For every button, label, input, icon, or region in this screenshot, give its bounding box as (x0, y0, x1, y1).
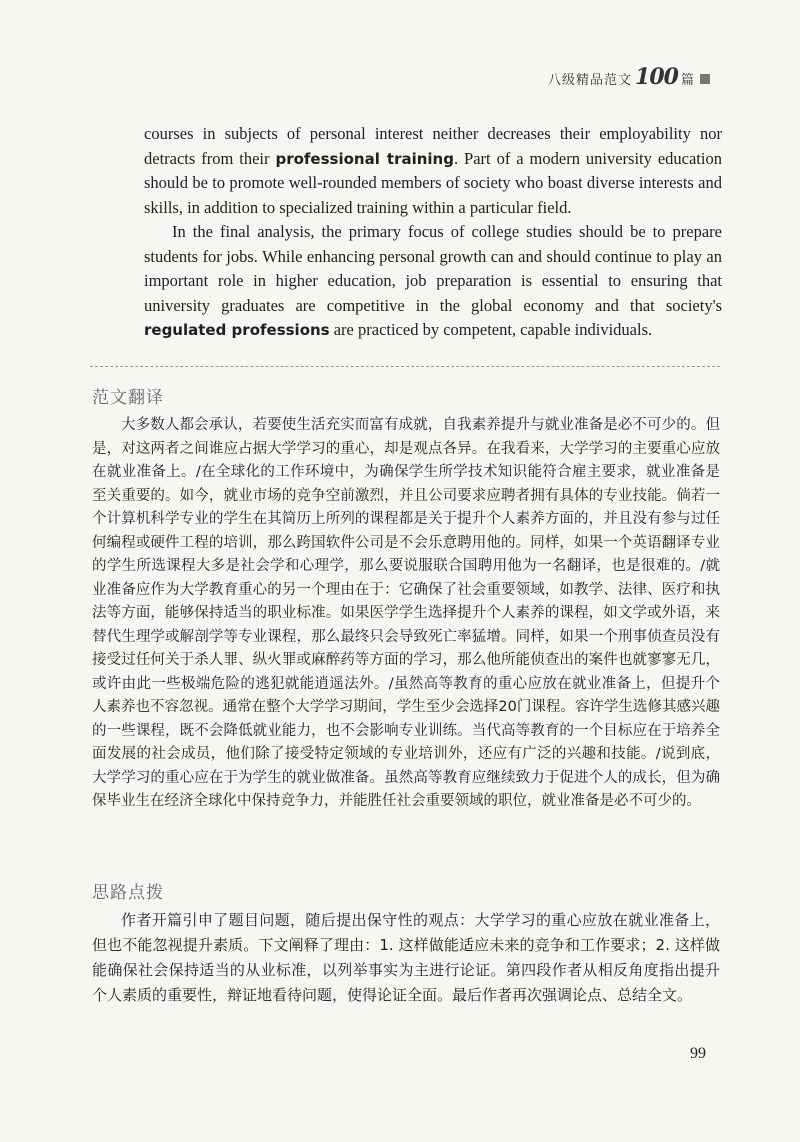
header-square-icon (700, 74, 710, 84)
essay-p2-bold: regulated professions (144, 321, 330, 339)
header-suffix: 篇 (680, 73, 695, 88)
essay-paragraph-1 (144, 122, 722, 220)
section-divider (90, 366, 720, 367)
running-header (548, 64, 710, 90)
essay-text (144, 122, 722, 343)
tips-heading: 思路点拨 (92, 883, 164, 903)
translation-text: 大多数人都会承认，若要使生活充实而富有成就，自我素养提升与就业准备是必不可少的。但是，对这两者之间谁应占据大学学习的重心，却是观点各异。在我看来，大学学习的主要重心应放在就业准备上。/在全球化的工作环境中，为确保学生所学技术知识能符合雇主要求，就业准备是至关重要的。如今，就业市场的竞争空前激烈，并且公司要求应聘者拥有具体的专业技能。倘若一个计算机科学专业的学生在其简历上所列的课程都是关于提升个人素养方面的，并且没有参与过任何编程或硬件工程的培训，那么跨国软件公司是不会乐意聘用他的。同样，如果一个英语翻译专业的学生所选课程大多是社会学和心理学，那么要说服联合国聘用他为一名翻译，也是很难的。/就业准备应作为大学教育重心的另一个理由在于：它确保了社会重要领域，如教学、法律、医疗和执法等方面，能够保持适当的职业标准。如果医学学生选择提升个人素养的课程，如文学或外语，来替代生理学或解剖学等专业课程，那么最终只会导致死亡率猛增。同样，如果一个刑事侦查员没有接受过任何关于杀人罪、纵火罪或麻醉药等方面的学习，那么他所能侦查出的案件也就寥寥无几，或许由此一些极端危险的逃犯就能逍遥法外。/虽然高等教育的重心应放在就业准备上，但提升个人素养也不容忽视。通常在整个大学学习期间，学生至少会选择20门课程。容许学生选修其感兴趣的一些课程，既不会降低就业能力，也不会影响专业训练。当代高等教育的一个目标应在于培养全面发展的社会成员，他们除了接受特定领域的专业培训外，还应有广泛的兴趣和技能。/说到底，大学学习的重心应在于为学生的就业做准备。虽然高等教育应继续致力于促进个人的成长，但为确保毕业生在经济全球化中保持竞争力，并能胜任社会重要领域的职位，就业准备是必不可少的。 (92, 417, 720, 809)
tips-text: 作者开篇引申了题目问题，随后提出保守性的观点：大学学习的重心应放在就业准备上，但也不能忽视提升素质。下文阐释了理由：1. 这样做能适应未来的竞争和工作要求；2. 这样做能确保社会保持适当的从业标准，以列举事实为主进行论证。第四段作者从相反角度指出提升个人素质的重要性，辩证地看待问题，使得论证全面。最后作者再次强调论点、总结全文。 (92, 911, 720, 1004)
essay-paragraph-2 (144, 220, 722, 343)
essay-p1-text-b: . Part of a modern university education should be to promote well-rounded members of society who boast diverse interests and skills, in addition to specialized training within a particular field. (144, 148, 722, 217)
essay-p1-bold: professional training (275, 149, 454, 168)
essay-p2-text-a: In the final analysis, the primary focus of college studies should be to prepare students for jobs. While enhancing personal growth can and should continue to play an important role in higher education, job preparation is essential to ensuring that university graduates are competitive in the global economy and that society's (144, 222, 722, 315)
translation-heading: 范文翻译 (92, 388, 164, 408)
essay-p1-text-a: courses in subjects of personal interest neither decreases their employability nor detracts from their (144, 124, 722, 168)
header-book-title: 八级精品范文 (548, 73, 633, 88)
page-number: 99 (690, 1045, 706, 1062)
header-number: 100 (635, 64, 678, 90)
essay-p2-text-b: are practiced by competent, capable individuals. (329, 320, 653, 339)
